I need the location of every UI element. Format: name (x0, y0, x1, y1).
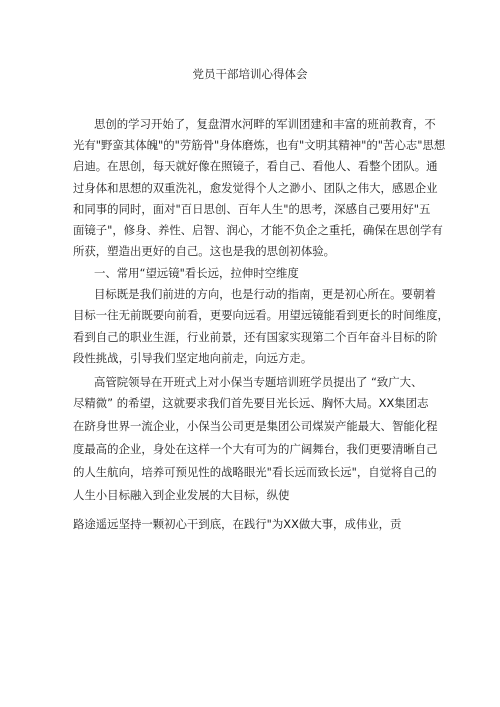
text-line: 在跻身世界一流企业，小保当公司更是集团公司煤炭产能最大、智能化程 (73, 419, 438, 433)
text-line: 高管院领导在开班式上对小保当专题培训班学员提出了 “致广大、 (94, 375, 423, 389)
text-line: 思创的学习开始了，复盘渭水河畔的军训团建和丰富的班前教育，不 (94, 117, 436, 131)
text-line: 段性挑战，引导我们坚定地向前走，向远方走。 (73, 351, 313, 365)
text-line: 光有"野蛮其体魄"的"劳筋骨"身体磨炼，也有"文明其精神"的"苦心志"思想 (73, 138, 446, 152)
section-heading: 一、常用“望远镜"看长远，拉伸时空维度 (94, 266, 299, 280)
text-line: 看到自己的职业生涯，行业前景，还有国家实现第二个百年奋斗目标的阶 (73, 330, 438, 344)
text-line: 所获，塑造出更好的自己。这也是我的思创初体验。 (73, 244, 335, 258)
text-line: 启迪。在思创，每天就好像在照镜子，看自己、看他人、看整个团队。通 (73, 159, 438, 173)
text-line: 目标一往无前既要向前看，更要向远看。用望远镜能看到更长的时间维度， (73, 308, 449, 322)
text-line: 路途遥远坚持一颗初心干到底，在践行"为XX做大事，成伟业，贡 (73, 517, 402, 531)
text-line: 目标既是我们前进的方向，也是行动的指南，更是初心所在。要朝着 (94, 287, 436, 301)
text-line: 人生小目标融入到企业发展的大目标，纵使 (73, 488, 290, 502)
text-line: 和同事的同时，面对"百日思创、百年人生"的思考，深感自己要用好"五 (73, 202, 431, 216)
text-line: 过身体和思想的双重洗礼，愈发觉得个人之渺小、团队之伟大，感恩企业 (73, 181, 438, 195)
text-line: 面镜子"，修身、养性、启智、润心，才能不负企之重托，确保在思创学有 (73, 223, 443, 237)
document-title: 党员干部培训心得体会 (192, 67, 308, 81)
text-line: 尽精微” 的希望，这就要求我们首先要目光长远、胸怀大局。XX集团志 (73, 396, 429, 410)
text-line: 度最高的企业，身处在这样一个大有可为的广阔舞台，我们更要清晰自己 (73, 442, 438, 456)
text-line: 的人生航向，培养可预见性的战略眼光"看长远而致长远"，自觉将自己的 (73, 465, 437, 479)
